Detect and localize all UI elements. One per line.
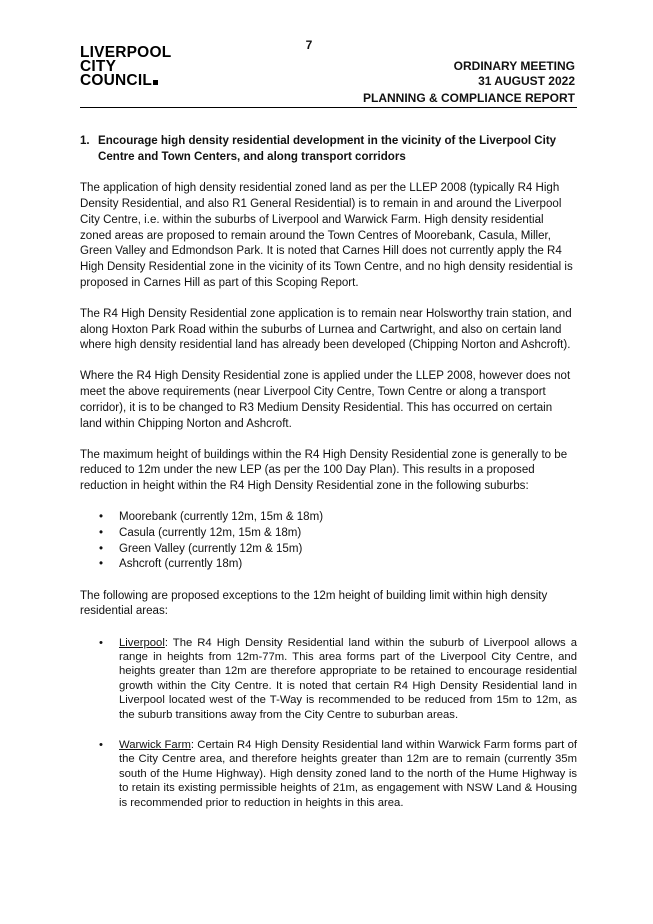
meeting-info <box>454 59 575 89</box>
meeting-type: ORDINARY MEETING <box>453 59 575 73</box>
paragraph: The R4 High Density Residential zone application is to remain near Holsworthy train station, and along Hoxton Park Road within the suburbs of Lurnea and Cartwright, and also on certain land where high density residential land has already been developed (Chipping Norton and Ashcroft). <box>80 307 572 352</box>
exception-suburb: Warwick Farm <box>119 739 191 752</box>
meeting-date: 31 AUGUST 2022 <box>478 74 575 88</box>
logo-line: CITY <box>80 58 117 75</box>
paragraph: The application of high density residential zoned land as per the LLEP 2008 (typically R4 High Density Residential, and also R1 General Residential) is to remain in and around the Liverpool City Centre, i.e. within the suburbs of Liverpool and Warwick Farm. High density residential zoned areas are proposed to remain around the Town Centres of Moorebank, Casula, Miller, Green Valley and Edmondson Park. It is noted that Carnes Hill does not currently apply the R4 High Density Residential zone in the vicinity of its Town Centre, and no high density residential is proposed in Carnes Hill as part of this Scoping Report. <box>80 182 573 289</box>
exception-suburb: Liverpool <box>119 636 165 649</box>
exception-text: : Certain R4 High Density Residential land within Warwick Farm forms part of the City Centre area, and therefore heights greater than 12m are to remain (currently 35m south of the Hume Highway). High density zoned land to the north of the Hume Highway is to retain its existing permissible heights of 21m, as engagement with NSW Land & Housing is recommended prior to reduction in heights in this area. <box>119 739 577 809</box>
exception-item <box>80 738 577 810</box>
exception-item <box>80 636 577 722</box>
section-heading-text: Encourage high density residential development in the vicinity of the Liverpool City Centre and Town Centers, and along transport corridors <box>98 135 557 163</box>
exceptions-list <box>80 636 577 810</box>
page-number: 7 <box>305 38 313 52</box>
section-heading <box>80 134 577 165</box>
header-divider <box>80 107 577 108</box>
logo-line: COUNCIL <box>80 74 171 88</box>
suburb-list <box>80 510 577 573</box>
report-title: PLANNING & COMPLIANCE REPORT <box>362 91 575 105</box>
list-item: • Ashcroft (currently 18m) <box>80 557 577 573</box>
paragraph: The following are proposed exceptions to the 12m height of building limit within high density residential areas: <box>80 589 548 618</box>
list-item: • Moorebank (currently 12m, 15m & 18m) <box>80 510 577 526</box>
council-logo <box>80 46 171 88</box>
section-number: 1. <box>80 135 90 147</box>
paragraph: The maximum height of buildings within the R4 High Density Residential zone is generally to be reduced to 12m under the new LEP (as per the 100 Day Plan). This results in a proposed reduction in height within the R4 High Density Residential zone in the following suburbs: <box>80 448 568 493</box>
paragraph: Where the R4 High Density Residential zone is applied under the LLEP 2008, however does not meet the above requirements (near Liverpool City Centre, Town Centre or along a transport corridor), it is to be changed to R3 Medium Density Residential. This has occurred on certain land within Chipping Norton and Ashcroft. <box>80 370 571 430</box>
list-item: • Green Valley (currently 12m & 15m) <box>80 542 577 558</box>
logo-line: LIVERPOOL <box>80 44 172 61</box>
logo-mark-icon <box>153 80 158 85</box>
list-item: • Casula (currently 12m, 15m & 18m) <box>80 526 577 542</box>
exception-text: : The R4 High Density Residential land within the suburb of Liverpool allows a range in heights from 12m-77m. This area forms part of the Liverpool City Centre, and heights greater than 12m are therefore appropriate to be retained to encourage residential growth within the City Centre. It is noted that certain R4 High Density Residential land in Liverpool located west of the T-Way is recommended to be reduced from 15m to 12m, as the suburb transitions away from the City Centre to suburban areas. <box>119 636 577 721</box>
document-body <box>80 134 577 826</box>
